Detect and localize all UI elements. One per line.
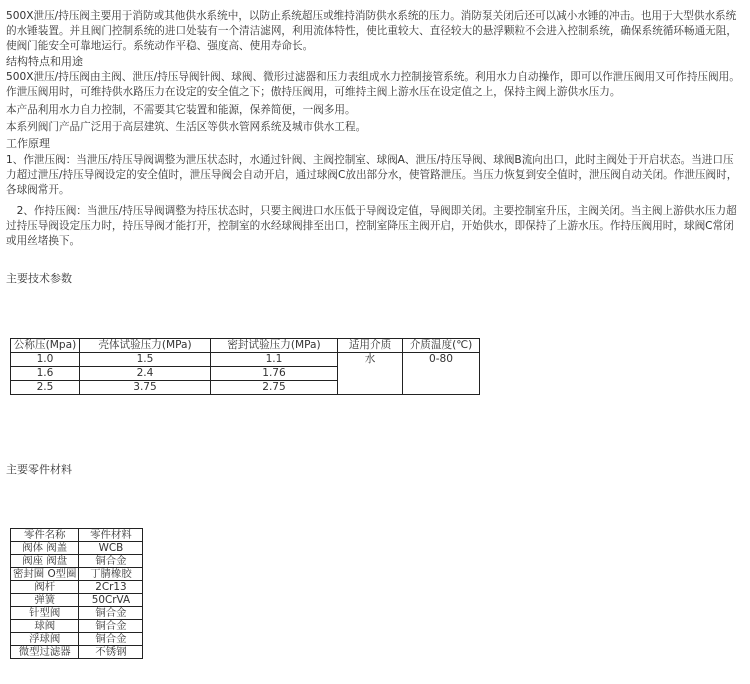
part-name-cell: 微型过滤器 [11, 646, 79, 659]
nominal-pressure-cell: 1.0 [11, 353, 80, 367]
table-row [11, 568, 143, 581]
table-row [11, 581, 143, 594]
spec-table [10, 338, 480, 395]
spec-heading: 主要技术参数 [6, 272, 72, 285]
spec-header-cell: 介质温度(℃) [403, 339, 480, 353]
material-header-cell: 零件材料 [79, 529, 143, 542]
seal-test-cell: 1.1 [211, 353, 338, 367]
intro-paragraph: 500X泄压/持压阀主要用于消防或其他供水系统中，以防止系统超压或维持消防供水系统的压力。消防泵关闭后还可以减小水锤的冲击。也用于大型供水系统的水锤装置。并且阀门控制系统的进口处装有一个清洁滤网，利用流体特性，使比重较大、直径较大的悬浮颗粒不会进入控制系统，确保系统循环畅通无阻，使阀门能安全可靠地运行。系统动作平稳、强度高、使用寿命长。 [6, 10, 737, 52]
part-name-cell: 阀体 阀盖 [11, 542, 79, 555]
part-name-cell: 阀杆 [11, 581, 79, 594]
temperature-cell: 0-80 [403, 353, 480, 395]
shell-test-cell: 1.5 [80, 353, 211, 367]
part-name-cell: 针型阀 [11, 607, 79, 620]
material-header-row [11, 529, 143, 542]
seal-test-cell: 2.75 [211, 381, 338, 395]
table-row [11, 594, 143, 607]
table-row [11, 542, 143, 555]
structure-heading: 结构特点和用途 [6, 55, 83, 68]
material-heading: 主要零件材料 [6, 463, 72, 476]
spec-header-cell: 公称压(Mpa) [11, 339, 80, 353]
table-row [11, 353, 480, 367]
part-material-cell: WCB [79, 542, 143, 555]
part-material-cell: 不锈钢 [79, 646, 143, 659]
medium-cell: 水 [338, 353, 403, 395]
structure-paragraph-1: 500X泄压/持压阀由主阀、泄压/持压导阀针阀、球阀、微形过滤器和压力表组成水力控制接管系统。利用水力自动操作，即可以作泄压阀用又可作持压阀用。作泄压阀用时，可维持供水路压力在设定的安全值之下；傲持压阀用，可维持主阀上游水压在设定值之上，保持主阀上游供水压力。 [6, 71, 740, 98]
part-name-cell: 浮球阀 [11, 633, 79, 646]
table-row [11, 620, 143, 633]
nominal-pressure-cell: 2.5 [11, 381, 80, 395]
shell-test-cell: 2.4 [80, 367, 211, 381]
part-name-cell: 阀座 阀盘 [11, 555, 79, 568]
part-material-cell: 铜合金 [79, 607, 143, 620]
material-table [10, 528, 143, 659]
part-name-cell: 密封圈 O型圈 [11, 568, 79, 581]
spec-header-cell: 壳体试验压力(MPa) [80, 339, 211, 353]
spec-header-cell: 密封试验压力(MPa) [211, 339, 338, 353]
table-row [11, 633, 143, 646]
structure-paragraph-3: 本系列阀门产品广泛用于高层建筑、生活区等供水管网系统及城市供水工程。 [6, 121, 367, 133]
nominal-pressure-cell: 1.6 [11, 367, 80, 381]
table-row [11, 646, 143, 659]
structure-paragraph-2: 本产品利用水力自力控制，不需要其它装置和能源，保养简便，一阀多用。 [6, 104, 356, 116]
principle-heading: 工作原理 [6, 137, 50, 150]
table-row [11, 555, 143, 568]
part-material-cell: 铜合金 [79, 620, 143, 633]
material-header-cell: 零件名称 [11, 529, 79, 542]
part-name-cell: 球阀 [11, 620, 79, 633]
principle-paragraph-2: 2、作持压阀：当泄压/持压导阀调整为持压状态时，只要主阀进口水压低于导阀设定值，导阀即关闭。主要控制室升压，主阀关闭。当主阀上游供水压力超过持压导阀设定压力时，持压导阀才能打开，控制室的水经球阀排至出口，控制室降压主阀开启，开始供水，即保持了上游水压。作持压阀用时，球阀C常闭或用丝堵换下。 [6, 205, 737, 247]
seal-test-cell: 1.76 [211, 367, 338, 381]
part-material-cell: 50CrVA [79, 594, 143, 607]
table-row [11, 607, 143, 620]
shell-test-cell: 3.75 [80, 381, 211, 395]
part-material-cell: 铜合金 [79, 555, 143, 568]
spec-header-cell: 适用介质 [338, 339, 403, 353]
part-material-cell: 铜合金 [79, 633, 143, 646]
part-material-cell: 丁腈橡胶 [79, 568, 143, 581]
part-name-cell: 弹簧 [11, 594, 79, 607]
spec-header-row [11, 339, 480, 353]
part-material-cell: 2Cr13 [79, 581, 143, 594]
principle-paragraph-1: 1、作泄压阀：当泄压/持压导阀调整为泄压状态时，水通过针阀、主阀控制室、球阀A、泄压/持压导阀、球阀B流向出口，此时主阀处于开启状态。当进口压力超过泄压/持压导阀设定的安全值时，泄压导阀会自动开启，通过球阀C放出部分水，使管路泄压。当压力恢复到安全值时，泄压阀自动关闭。作泄压阀时，各球阀常开。 [6, 154, 738, 196]
